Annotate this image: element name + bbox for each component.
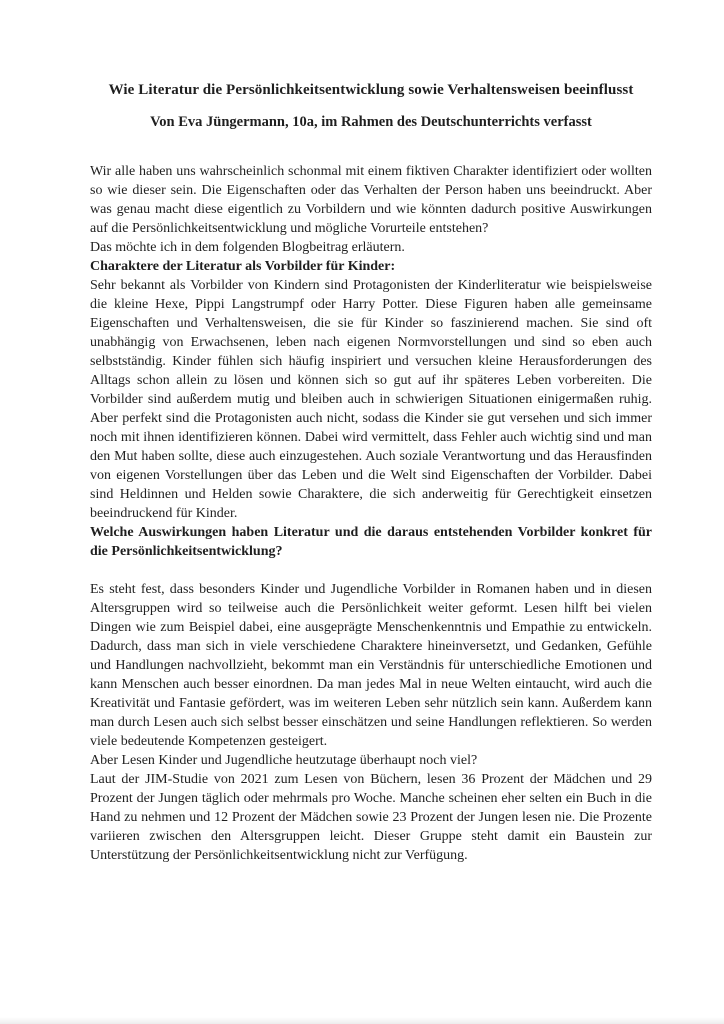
title-row [90, 80, 652, 100]
section-effects-paragraph-2: Aber Lesen Kinder und Jugendliche heutzutage überhaupt noch viel? [90, 753, 478, 768]
section-effects-paragraph-1: Es steht fest, dass besonders Kinder und Jugendliche Vorbilder in Romanen haben und in diesen Altersgruppen wird so teilweise auch die Persönlichkeit weiter geformt. Lesen hilft bei vielen Dingen wie zum Beispiel dabei, eine ausgeprägte Menschenkenntnis und Empathie zu entwickeln. Dadurch, dass man sich in viele verschiedene Charaktere hineinversetzt, und Gedanken, Gefühle und Handlungen nachvollzieht, bekommt man ein Verständnis für unterschiedliche Emotionen und kann Menschen auch besser einordnen. Da man jedes Mal in neue Welten eintaucht, wird auch die Kreativität und Fantasie gefördert, was im weiteren Leben sehr nützlich sein kann. Außerdem kann man durch Lesen auch sich selbst besser einschätzen und seine Handlungen reflektieren. So werden viele bedeutende Kompetenzen gesteigert. [90, 582, 652, 749]
essay-byline: Von Eva Jüngermann, 10a, im Rahmen des Deutschunterrichts verfasst [150, 114, 592, 130]
section-heading-characters: Charaktere der Literatur als Vorbilder für Kinder: [90, 259, 396, 274]
page-bottom-shadow [0, 1017, 724, 1024]
section-effects [90, 523, 652, 865]
byline-row [90, 112, 652, 132]
essay-title: Wie Literatur die Persönlichkeitsentwicklung sowie Verhaltensweisen beeinflusst [108, 82, 634, 98]
section-effects-paragraph-3: Laut der JIM-Studie von 2021 zum Lesen von Büchern, lesen 36 Prozent der Mädchen und 29 Prozent der Jungen täglich oder mehrmals pro Woche. Manche scheinen eher selten ein Buch in die Hand zu nehmen und 12 Prozent der Mädchen sowie 23 Prozent der Jungen lesen nie. Die Prozente variieren zwischen den Altersgruppen leicht. Dieser Gruppe steht damit ein Baustein zur Unterstützung der Persönlichkeitsentwicklung nicht zur Verfügung. [90, 772, 652, 863]
document-content [90, 0, 652, 865]
intro-block [90, 162, 652, 257]
section-characters [90, 257, 652, 523]
intro-paragraph-1: Wir alle haben uns wahrscheinlich schonmal mit einem fiktiven Charakter identifiziert oder wollten so wie dieser sein. Die Eigenschaften oder das Verhalten der Person haben uns beeindruckt. Aber was genau macht diese eigentlich zu Vorbildern und wie könnten dadurch positive Auswirkungen auf die Persönlichkeitsentwicklung und mögliche Vorurteile entstehen? [90, 164, 652, 236]
intro-paragraph-2: Das möchte ich in dem folgenden Blogbeitrag erläutern. [90, 240, 405, 255]
section-characters-paragraph: Sehr bekannt als Vorbilder von Kindern sind Protagonisten der Kinderliteratur wie beispielsweise die kleine Hexe, Pippi Langstrumpf oder Harry Potter. Diese Figuren haben alle gemeinsame Eigenschaften und Verhaltensweisen, die sie für Kinder so faszinierend machen. Sie sind oft unabhängig von Erwachsenen, leben nach eigenen Normvorstellungen und sind so eben auch selbstständig. Kinder fühlen sich häufig inspiriert und versuchen kleine Herausforderungen des Alltags schon allein zu lösen und können sich so gut auf ihr späteres Leben vorbereiten. Die Vorbilder sind außerdem mutig und bleiben auch in schwierigen Situationen einigermaßen ruhig. Aber perfekt sind die Protagonisten auch nicht, sodass die Kinder sie gut versehen und sich immer noch mit ihnen identifizieren können. Dabei wird vermittelt, dass Fehler auch wichtig sind und man den Mut haben sollte, diese auch einzugestehen. Auch soziale Verantwortung und das Herausfinden von eigenen Vorstellungen über das Leben und die Welt sind Eigenschaften der Vorbilder. Dabei sind Heldinnen und Helden sowie Charaktere, die sich anderweitig für Gerechtigkeit einsetzen beeindruckend für Kinder. [90, 278, 652, 521]
section-heading-effects: Welche Auswirkungen haben Literatur und die daraus entstehenden Vorbilder konkret für die Persönlichkeitsentwicklung? [90, 525, 652, 559]
